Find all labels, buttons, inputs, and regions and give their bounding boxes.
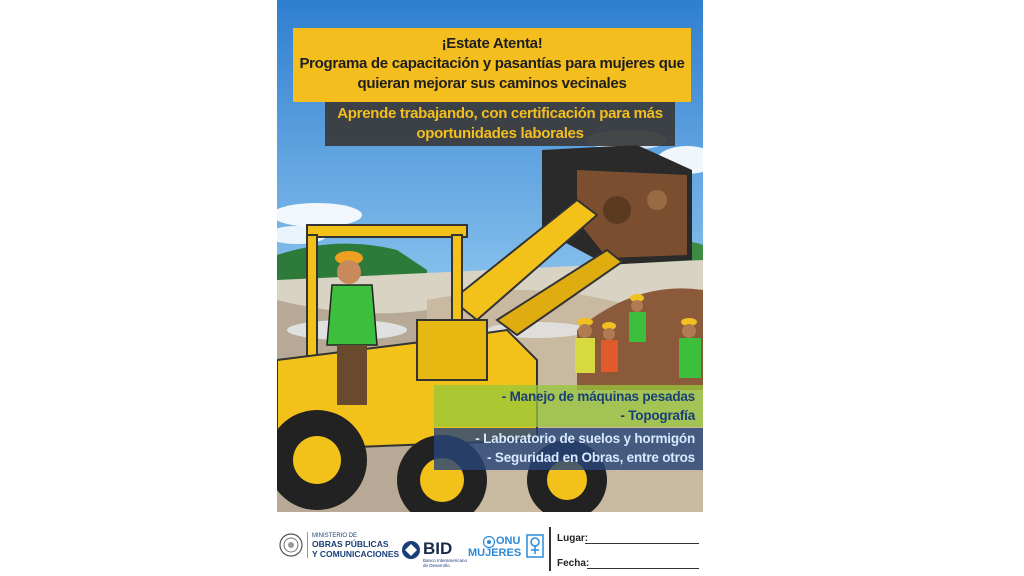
topic-topography: - Topografía <box>620 408 695 423</box>
topic-heavy-machinery: - Manejo de máquinas pesadas <box>501 389 695 404</box>
onu-label: ONU <box>496 535 521 547</box>
fecha-line <box>587 568 699 569</box>
topic-soil-lab: - Laboratorio de suelos y hormigón <box>475 431 695 446</box>
bid-subtitle-2: de Desarrollo <box>423 563 450 568</box>
footer-logos <box>277 512 703 576</box>
lugar-line <box>585 543 699 544</box>
bid-subtitle-1: Banco Interamericano <box>423 558 468 563</box>
topic-site-safety: - Seguridad en Obras, entre otros <box>487 450 695 465</box>
fecha-label: Fecha: <box>557 558 590 569</box>
subheadline-line1: Aprende trabajando, con certificación para más <box>337 105 663 122</box>
subheadline-line2: oportunidades laborales <box>416 125 584 142</box>
headline-box <box>293 28 691 102</box>
subheadline-box <box>325 102 675 146</box>
bid-name: BID <box>423 539 453 558</box>
bid-logo-icon <box>401 540 421 560</box>
headline-program-line1: Programa de capacitación y pasantías para mujeres que <box>299 55 685 72</box>
women-symbol-icon <box>526 534 544 558</box>
headline-program-line2: quieran mejorar sus caminos vecinales <box>357 75 627 92</box>
mopc-name-line2: Y COMUNICACIONES <box>312 549 400 559</box>
headline-attention: ¡Estate Atenta! <box>441 35 543 52</box>
form-divider <box>549 527 551 571</box>
mopc-ministry-label: MINISTERIO DE <box>312 533 358 539</box>
poster <box>277 0 703 576</box>
mopc-divider <box>307 532 308 558</box>
lugar-label: Lugar: <box>557 533 589 544</box>
mopc-name-line1: OBRAS PÚBLICAS <box>312 539 389 549</box>
mujeres-label: MUJERES <box>468 547 522 559</box>
paraguay-seal-icon <box>279 533 303 557</box>
